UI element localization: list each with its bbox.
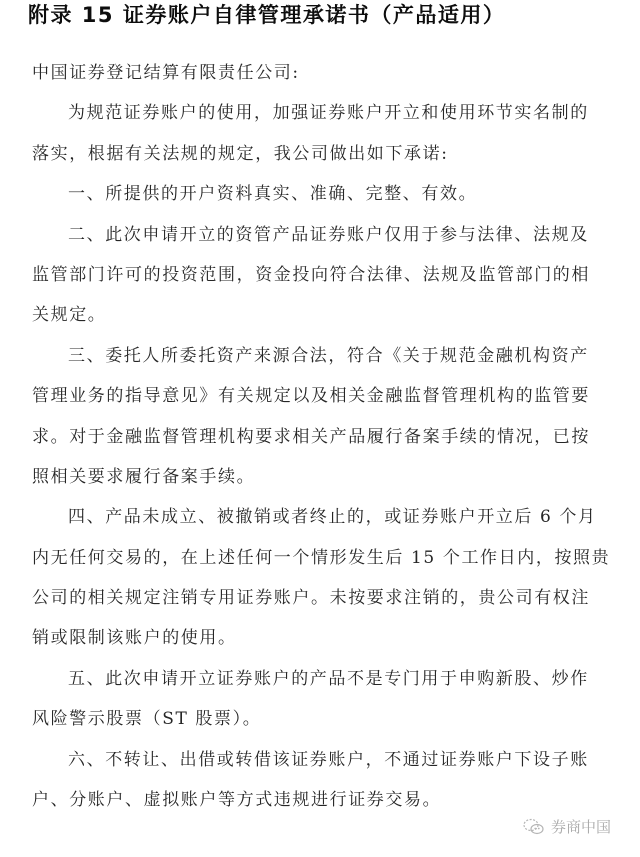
clause-4-line-1: 四、产品未成立、被撤销或者终止的，或证券账户开立后 6 个月 (68, 507, 597, 528)
clause-2-line-1: 二、此次申请开立的资管产品证券账户仅用于参与法律、法规及 (68, 224, 589, 245)
intro-line-2: 落实，根据有关法规的规定，我公司做出如下承诺: (32, 143, 449, 164)
salutation-line: 中国证券登记结算有限责任公司: (32, 63, 300, 83)
clause-3-line-1: 三、委托人所委托资产来源合法，符合《关于规范金融机构资产 (68, 345, 589, 366)
clause-2-line-3: 关规定。 (32, 305, 107, 326)
clause-5-line-2: 风险警示股票（ST 股票）。 (32, 709, 262, 730)
document-body (32, 58, 612, 825)
clause-3-line-3: 求。对于金融监督管理机构要求相关产品履行备案手续的情况，已按 (32, 426, 590, 447)
clause-4-line-4: 销或限制该账户的使用。 (32, 628, 237, 649)
clause-1-line-1: 一、所提供的开户资料真实、准确、完整、有效。 (68, 184, 478, 205)
clause-2-line-2: 监管部门许可的投资范围，资金投向符合法律、法规及监管部门的相 (32, 264, 590, 285)
intro-line-1: 为规范证券账户的使用，加强证券账户开立和使用环节实名制的 (68, 103, 589, 124)
watermark (523, 816, 611, 837)
clause-6-line-1: 六、不转让、出借或转借该证券账户，不通过证券账户下设子账 (68, 749, 589, 770)
document-title: 附录 15 证券账户自律管理承诺书（产品适用） (28, 3, 506, 27)
wechat-icon (523, 818, 545, 836)
watermark-text: 券商中国 (551, 818, 612, 836)
clause-4-line-3: 公司的相关规定注销专用证券账户。未按要求注销的，贵公司有权注 (32, 588, 590, 609)
clause-4-line-2: 内无任何交易的，在上述任何一个情形发生后 15 个工作日内，按照贵 (32, 547, 611, 568)
clause-3-line-2: 管理业务的指导意见》有关规定以及相关金融监督管理机构的监管要 (32, 386, 590, 407)
clause-3-line-4: 照相关要求履行备案手续。 (32, 466, 256, 487)
clause-5-line-1: 五、此次申请开立证券账户的产品不是专门用于申购新股、炒作 (68, 668, 589, 689)
clause-6-line-2: 户、分账户、虚拟账户等方式违规进行证券交易。 (32, 790, 442, 811)
